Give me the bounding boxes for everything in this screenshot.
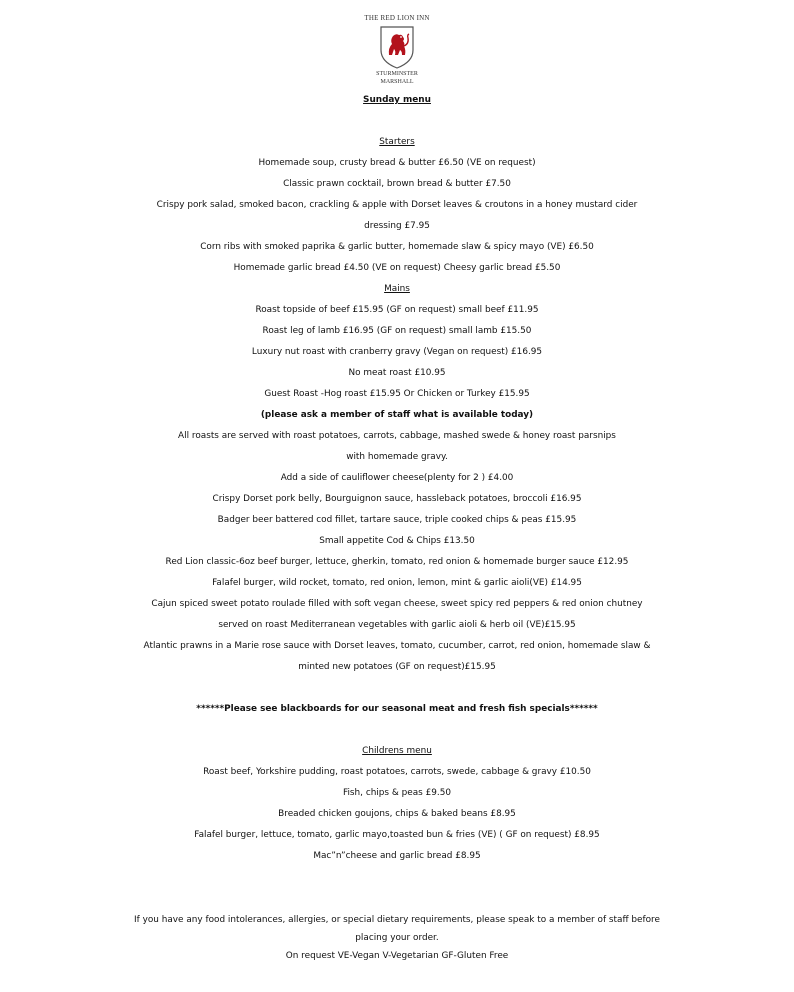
menu-item: Guest Roast -Hog roast £15.95 Or Chicken or Turkey £15.95 bbox=[264, 389, 530, 399]
menu-item: All roasts are served with roast potatoes, carrots, cabbage, mashed swede & honey roast parsnips bbox=[178, 431, 616, 441]
menu-item: Atlantic prawns in a Marie rose sauce with Dorset leaves, tomato, cucumber, carrot, red onion, homemade slaw & bbox=[143, 641, 651, 651]
menu-item: Roast leg of lamb £16.95 (GF on request) small lamb £15.50 bbox=[262, 326, 532, 336]
menu-item: Badger beer battered cod fillet, tartare sauce, triple cooked chips & peas £15.95 bbox=[217, 515, 577, 525]
menu-item: Red Lion classic-6oz beef burger, lettuce, gherkin, tomato, red onion & homemade burger sauce £12.95 bbox=[165, 557, 629, 567]
inn-logo bbox=[354, 14, 440, 90]
menu-item: Homemade soup, crusty bread & butter £6.50 (VE on request) bbox=[258, 158, 536, 168]
allergy-notice: If you have any food intolerances, allergies, or special dietary requirements, please speak to a member of staff before bbox=[134, 915, 660, 925]
menu-item: Fish, chips & peas £9.50 bbox=[343, 788, 451, 798]
logo-inn-name: THE RED LION INN bbox=[364, 14, 430, 22]
menu-item: Falafel burger, wild rocket, tomato, red onion, lemon, mint & garlic aioli(VE) £14.95 bbox=[212, 578, 582, 588]
menu-item: Classic prawn cocktail, brown bread & butter £7.50 bbox=[283, 179, 511, 189]
mains-heading: Mains bbox=[384, 284, 410, 294]
menu-item: Roast topside of beef £15.95 (GF on request) small beef £11.95 bbox=[255, 305, 539, 315]
menu-item: Homemade garlic bread £4.50 (VE on request) Cheesy garlic bread £5.50 bbox=[233, 263, 561, 273]
menu-item: Luxury nut roast with cranberry gravy (Vegan on request) £16.95 bbox=[251, 347, 543, 357]
logo-place-line1: STURMINSTER bbox=[376, 71, 418, 77]
menu-item: Mac”n”cheese and garlic bread £8.95 bbox=[313, 851, 481, 861]
dietary-key: On request VE-Vegan V-Vegetarian GF-Gluten Free bbox=[285, 951, 509, 961]
starters-heading: Starters bbox=[379, 137, 415, 147]
menu-item: Falafel burger, lettuce, tomato, garlic mayo,toasted bun & fries (VE) ( GF on request) £8.95 bbox=[194, 830, 600, 840]
lion-crest-icon bbox=[378, 24, 416, 70]
menu-title: Sunday menu bbox=[363, 95, 431, 105]
logo-place-line2: MARSHALL bbox=[380, 79, 414, 85]
menu-item: Breaded chicken goujons, chips & baked beans £8.95 bbox=[278, 809, 516, 819]
menu-item: Small appetite Cod & Chips £13.50 bbox=[319, 536, 475, 546]
menu-item: dressing £7.95 bbox=[364, 221, 430, 231]
menu-item: Cajun spiced sweet potato roulade filled with soft vegan cheese, sweet spicy red peppers & red onion chutney bbox=[151, 599, 643, 609]
menu-item: Crispy Dorset pork belly, Bourguignon sauce, hassleback potatoes, broccoli £16.95 bbox=[212, 494, 582, 504]
menu-item: minted new potatoes (GF on request)£15.95 bbox=[298, 662, 496, 672]
menu-item: Crispy pork salad, smoked bacon, crackling & apple with Dorset leaves & croutons in a honey mustard cider bbox=[156, 200, 638, 210]
menu-item: Roast beef, Yorkshire pudding, roast potatoes, carrots, swede, cabbage & gravy £10.50 bbox=[203, 767, 591, 777]
menu-item: served on roast Mediterranean vegetables with garlic aioli & herb oil (VE)£15.95 bbox=[218, 620, 576, 630]
childrens-heading: Childrens menu bbox=[362, 746, 432, 756]
menu-item: No meat roast £10.95 bbox=[348, 368, 446, 378]
specials-notice: ******Please see blackboards for our seasonal meat and fresh fish specials****** bbox=[196, 704, 598, 714]
menu-item: Corn ribs with smoked paprika & garlic butter, homemade slaw & spicy mayo (VE) £6.50 bbox=[200, 242, 594, 252]
availability-notice: (please ask a member of staff what is available today) bbox=[260, 410, 534, 420]
allergy-notice-cont: placing your order. bbox=[355, 933, 439, 943]
menu-item: with homemade gravy. bbox=[346, 452, 448, 462]
menu-item: Add a side of cauliflower cheese(plenty for 2 ) £4.00 bbox=[280, 473, 514, 483]
